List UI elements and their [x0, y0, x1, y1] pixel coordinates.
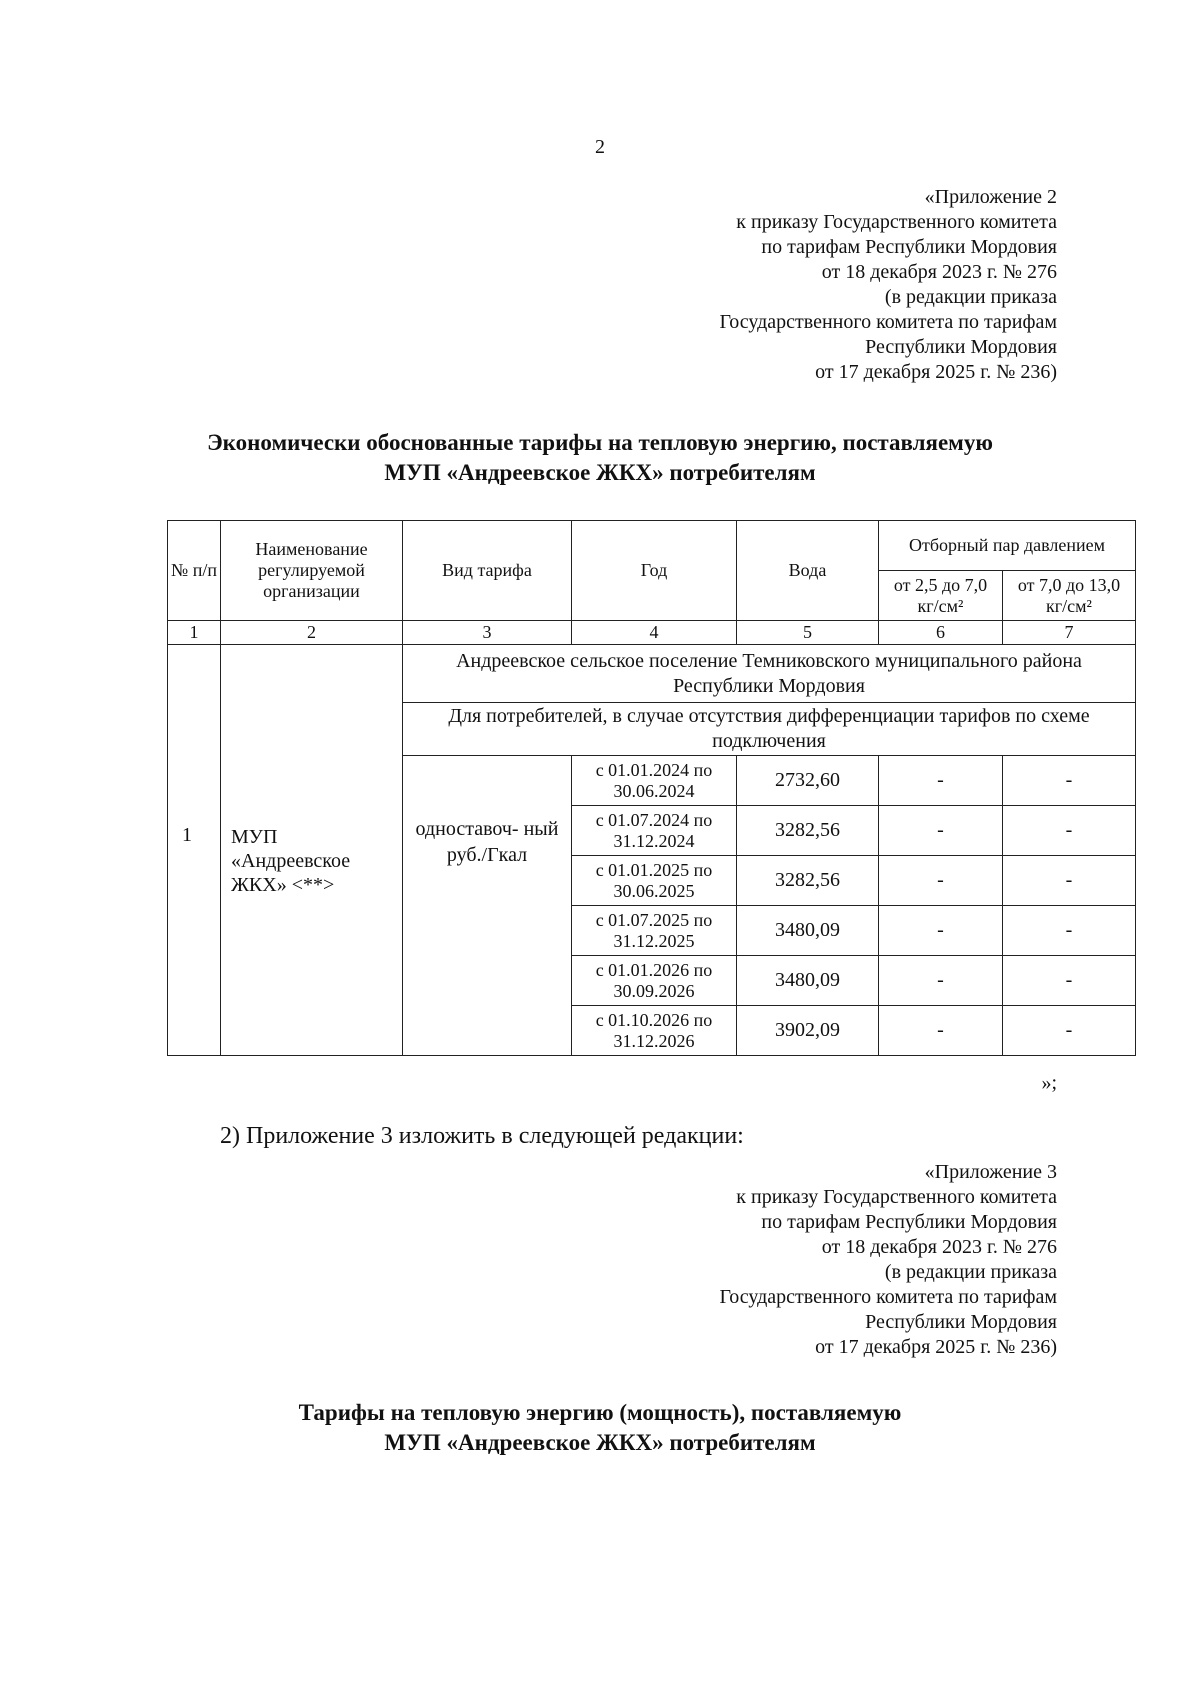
title-heat-tariffs: [0, 1398, 1200, 1458]
appendix-3-line: по тарифам Республики Мордовия: [761, 1211, 1057, 1233]
header-org: Наименование регулируемой организации: [221, 521, 403, 621]
col-number: 1: [168, 621, 221, 645]
appendix-2-line: Республики Мордовия: [865, 336, 1057, 358]
title-economic-tariffs: [0, 428, 1200, 488]
col-number: 3: [403, 621, 572, 645]
steam-a-value: -: [879, 1006, 1003, 1056]
appendix-2-line: «Приложение 2: [924, 186, 1057, 208]
consumers-row: Для потребителей, в случае отсутствия дифференциации тарифов по схеме подключения: [403, 703, 1136, 756]
appendix-3-line: Государственного комитета по тарифам: [719, 1286, 1057, 1308]
water-value: 3480,09: [737, 956, 879, 1006]
row-number: 1: [168, 645, 221, 1056]
steam-a-value: -: [879, 756, 1003, 806]
appendix-2-header: [719, 185, 1057, 385]
steam-a-value: -: [879, 956, 1003, 1006]
period-cell: с 01.10.2026 по 31.12.2026: [572, 1006, 737, 1056]
appendix-3-line: (в редакции приказа: [884, 1261, 1057, 1283]
steam-b-value: -: [1003, 1006, 1136, 1056]
period-cell: с 01.01.2025 по 30.06.2025: [572, 856, 737, 906]
steam-a-value: -: [879, 856, 1003, 906]
col-number: 2: [221, 621, 403, 645]
steam-a-value: -: [879, 906, 1003, 956]
item-2-text: 2) Приложение 3 изложить в следующей редакции:: [220, 1123, 744, 1149]
header-steam: Отборный пар давлением: [879, 521, 1136, 571]
appendix-2-line: по тарифам Республики Мордовия: [761, 236, 1057, 258]
water-value: 3902,09: [737, 1006, 879, 1056]
header-num: № п/п: [168, 521, 221, 621]
appendix-2-line: к приказу Государственного комитета: [736, 211, 1057, 233]
header-steam-b: от 7,0 до 13,0 кг/см²: [1003, 571, 1136, 621]
water-value: 3282,56: [737, 856, 879, 906]
steam-a-value: -: [879, 806, 1003, 856]
period-cell: с 01.07.2024 по 31.12.2024: [572, 806, 737, 856]
water-value: 3480,09: [737, 906, 879, 956]
col-number: 4: [572, 621, 737, 645]
col-number: 7: [1003, 621, 1136, 645]
title-line: Тарифы на тепловую энергию (мощность), поставляемую: [298, 1400, 902, 1425]
appendix-2-line: от 18 декабря 2023 г. № 276: [821, 261, 1057, 283]
title-line: Экономически обоснованные тарифы на тепловую энергию, поставляемую: [207, 430, 993, 455]
header-steam-a: от 2,5 до 7,0 кг/см²: [879, 571, 1003, 621]
title-line: МУП «Андреевское ЖКХ» потребителям: [384, 1430, 816, 1455]
steam-b-value: -: [1003, 956, 1136, 1006]
tariff-kind: одноставоч- ный руб./Гкал: [403, 756, 572, 1056]
water-value: 2732,60: [737, 756, 879, 806]
period-cell: с 01.07.2025 по 31.12.2025: [572, 906, 737, 956]
period-cell: с 01.01.2024 по 30.06.2024: [572, 756, 737, 806]
header-year: Год: [572, 521, 737, 621]
appendix-3-line: от 17 декабря 2025 г. № 236): [815, 1336, 1057, 1358]
page-number: 2: [595, 136, 605, 158]
settlement-row: Андреевское сельское поселение Темниковского муниципального района Республики Мордовия: [403, 645, 1136, 703]
steam-b-value: -: [1003, 906, 1136, 956]
col-number: 6: [879, 621, 1003, 645]
appendix-3-line: к приказу Государственного комитета: [736, 1186, 1057, 1208]
org-name: МУП «Андреевское ЖКХ» <**>: [221, 645, 403, 1056]
appendix-2-line: (в редакции приказа: [884, 286, 1057, 308]
appendix-3-header: [719, 1160, 1057, 1360]
steam-b-value: -: [1003, 806, 1136, 856]
col-number: 5: [737, 621, 879, 645]
appendix-3-line: от 18 декабря 2023 г. № 276: [821, 1236, 1057, 1258]
header-kind: Вид тарифа: [403, 521, 572, 621]
header-water: Вода: [737, 521, 879, 621]
steam-b-value: -: [1003, 756, 1136, 806]
appendix-2-line: от 17 декабря 2025 г. № 236): [815, 361, 1057, 383]
tariff-table: [167, 520, 1136, 1056]
appendix-3-line: Республики Мордовия: [865, 1311, 1057, 1333]
closing-mark: »;: [1041, 1072, 1057, 1094]
appendix-2-line: Государственного комитета по тарифам: [719, 311, 1057, 333]
title-line: МУП «Андреевское ЖКХ» потребителям: [384, 460, 816, 485]
period-cell: с 01.01.2026 по 30.09.2026: [572, 956, 737, 1006]
appendix-3-line: «Приложение 3: [924, 1161, 1057, 1183]
water-value: 3282,56: [737, 806, 879, 856]
steam-b-value: -: [1003, 856, 1136, 906]
